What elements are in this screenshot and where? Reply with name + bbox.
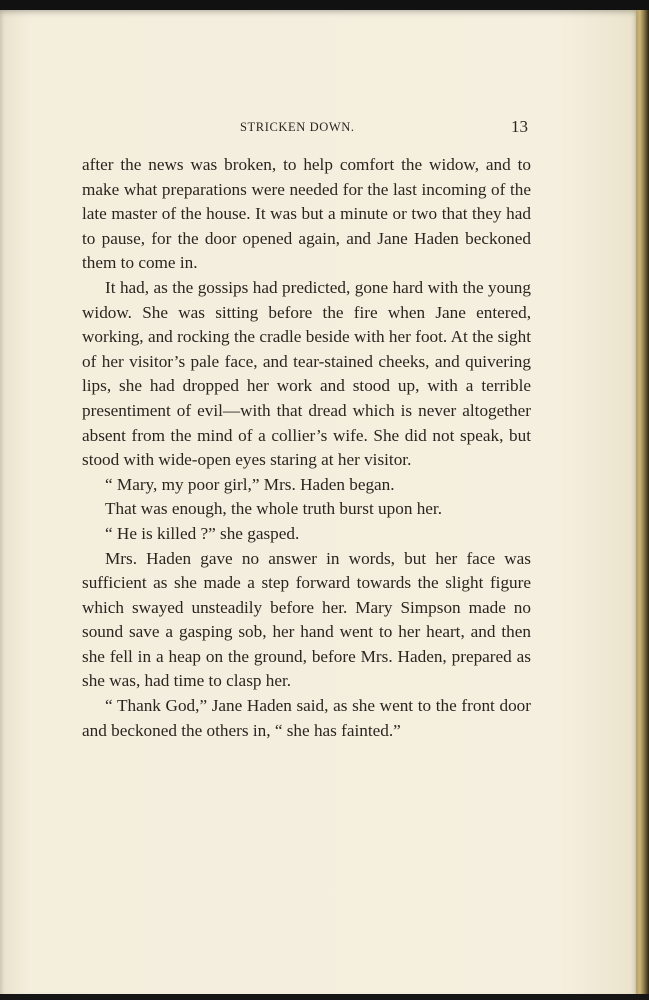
page-number: 13: [511, 117, 528, 136]
paragraph-3: “ Mary, my poor girl,” Mrs. Haden began.: [105, 474, 395, 494]
paragraph-5: “ He is killed ?” she gasped.: [105, 523, 300, 543]
paragraph-4: That was enough, the whole truth burst upon her.: [105, 499, 443, 519]
body-text: [82, 153, 531, 743]
running-head: STRICKEN DOWN.: [240, 120, 355, 134]
paragraph-1: after the news was broken, to help comfort the widow, and to make what preparations were needed for the last incoming of the late master of the house. It was but a minute or two that they had to pause, for the door opened again, and Jane Haden beckoned them to come in.: [82, 155, 531, 273]
scan-bottom-edge: [0, 994, 649, 1000]
paragraph-2: It had, as the gossips had predicted, gone hard with the young widow. She was sitting before the fire when Jane entered, working, and rocking the cradle beside with her foot. At the sight of her visitor’s pale face, and tear-stained cheeks, and quivering lips, she had dropped her work and stood up, with a terrible presentiment of evil—with that dread which is never altogether absent from the mind of a collier’s wife. She did not speak, but stood with wide-open eyes staring at her visitor.: [82, 277, 531, 470]
book-binding-edge: [636, 10, 649, 996]
book-page: [0, 10, 636, 996]
paragraph-6: Mrs. Haden gave no answer in words, but her face was sufficient as she made a step forward towards the slight figure which swayed unsteadily before her. Mary Simpson made no sound save a gasping sob, her hand went to her heart, and then she fell in a heap on the ground, before Mrs. Haden, prepared as she was, had time to clasp her.: [82, 548, 531, 691]
page-header: [82, 118, 530, 138]
paragraph-7: “ Thank God,” Jane Haden said, as she went to the front door and beckoned the others in, “ she has fainted.”: [82, 696, 531, 740]
